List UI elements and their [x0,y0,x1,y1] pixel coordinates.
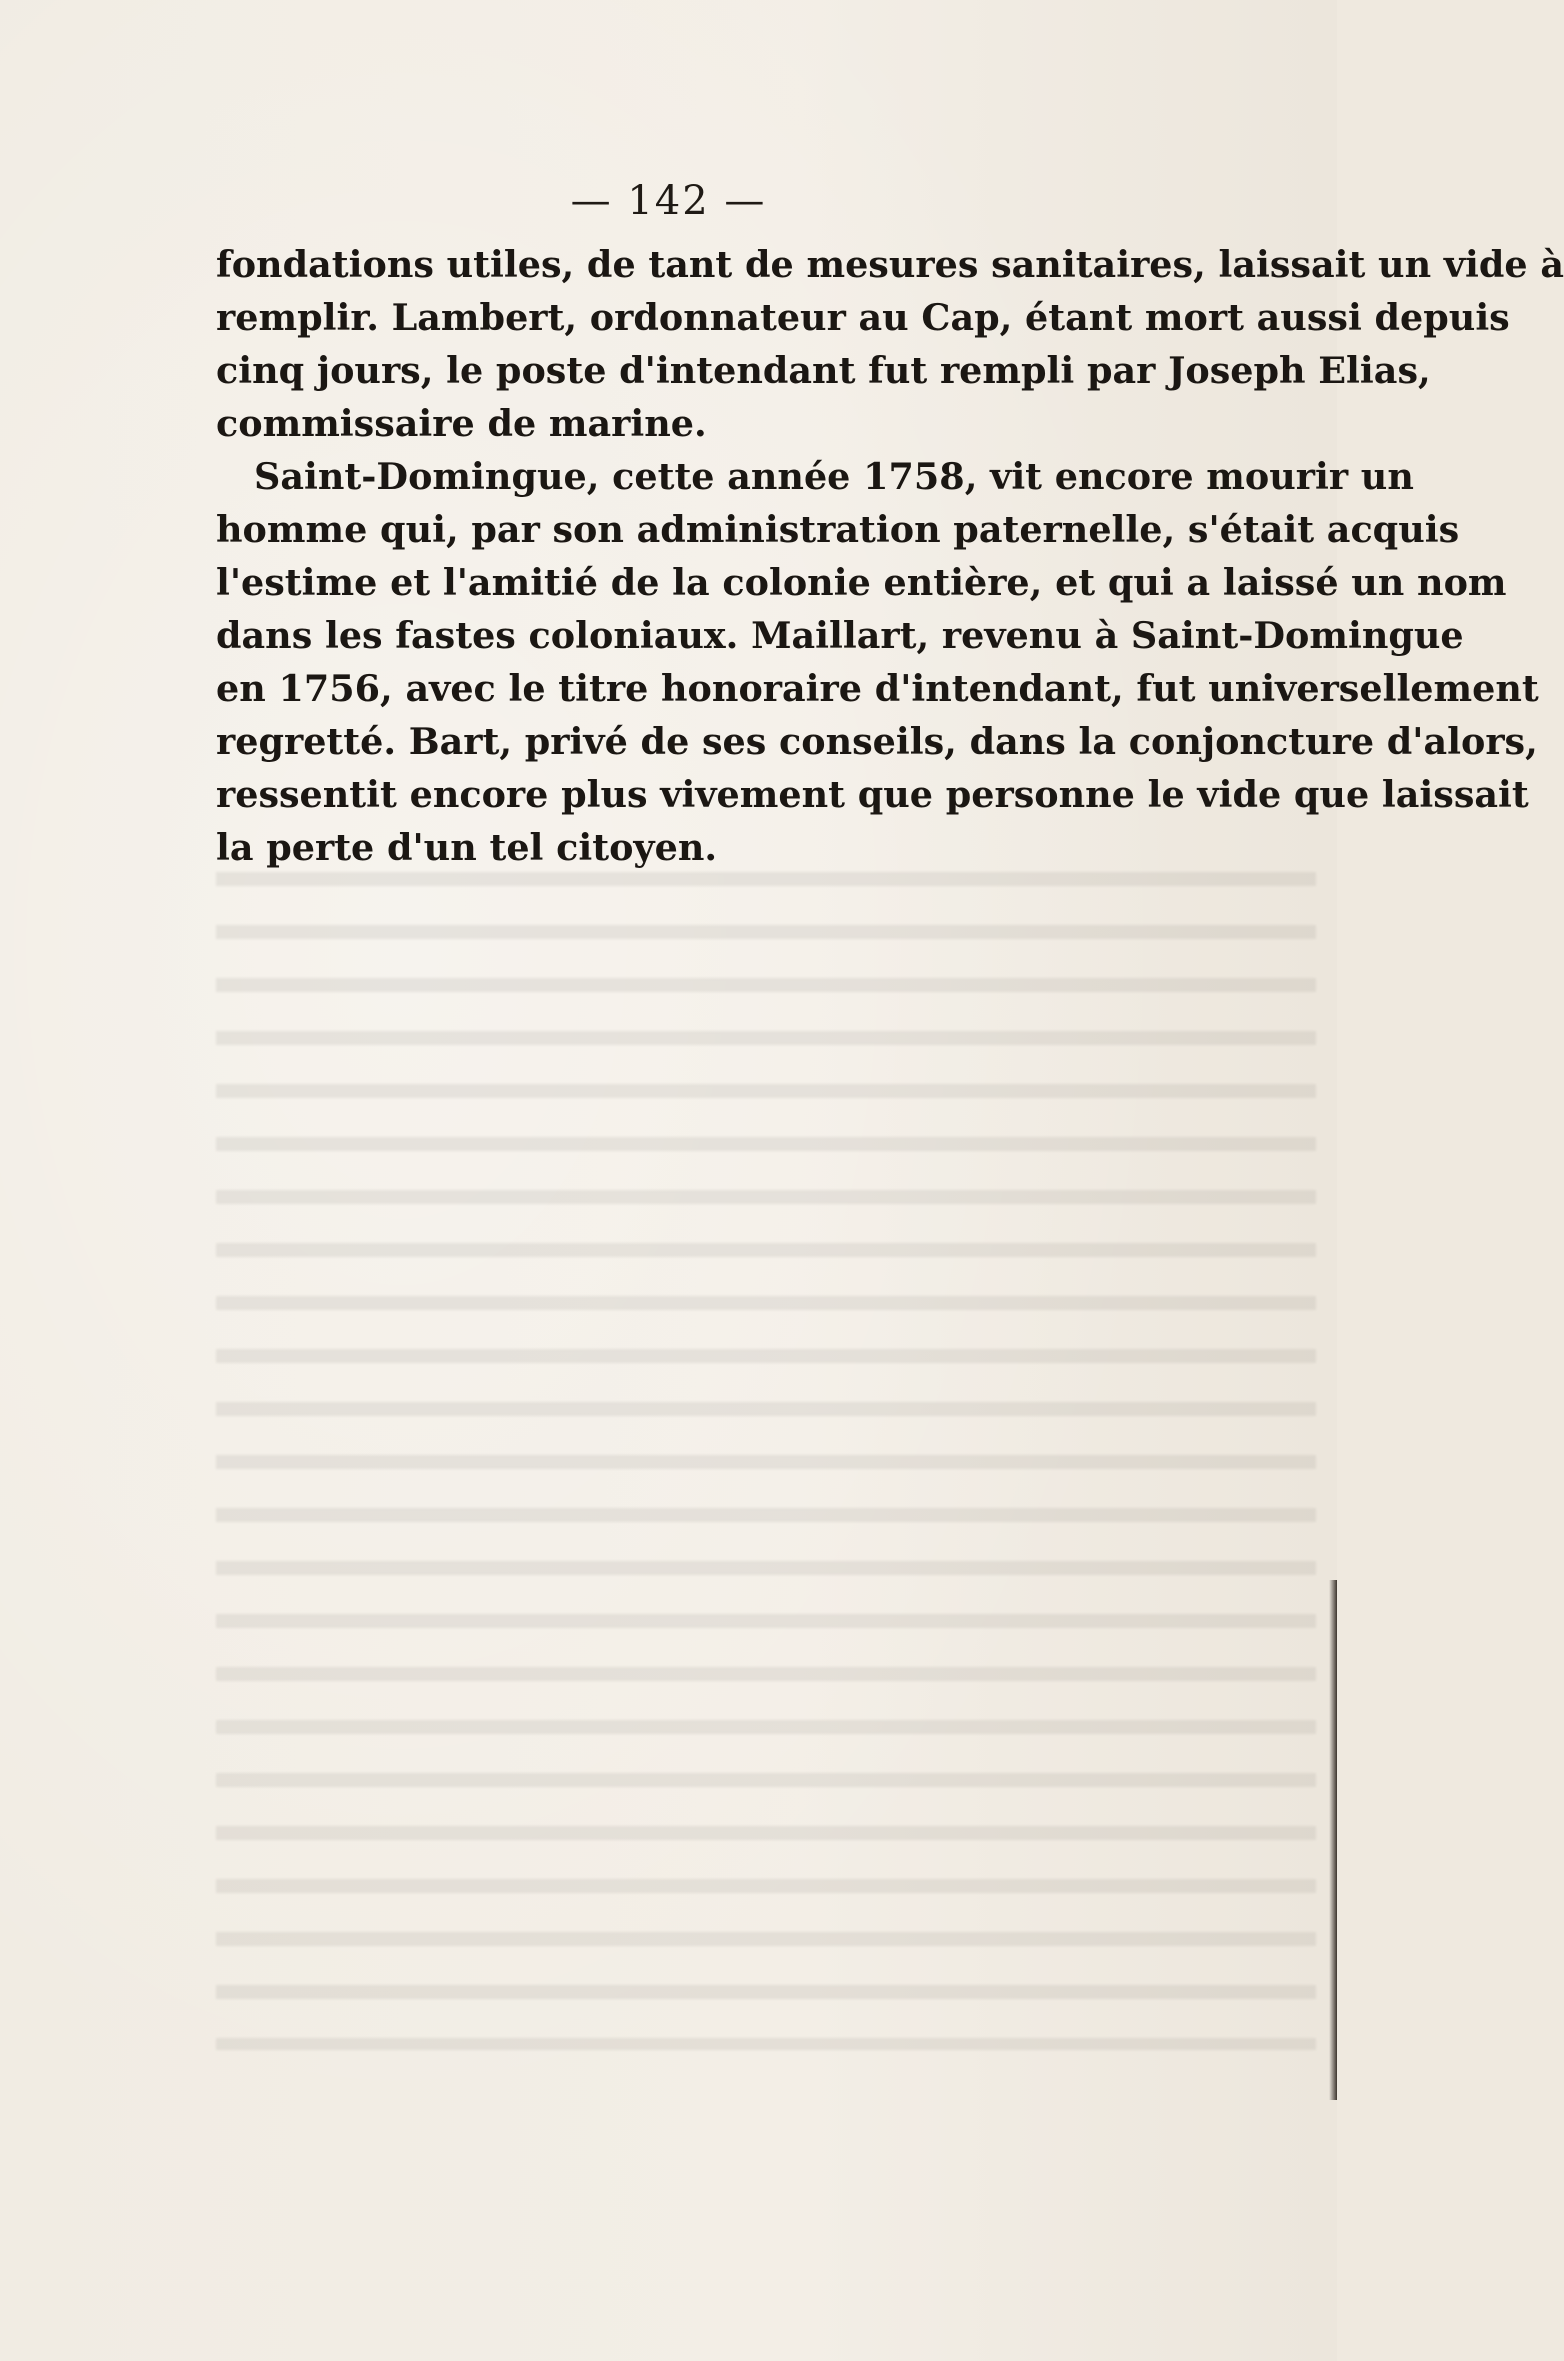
text-line: dans les fastes coloniaux. Maillart, revenu à Saint-Domingue [216,614,1464,657]
text-line: la perte d'un tel citoyen. [216,826,718,869]
text-line: fondations utiles, de tant de mesures sanitaires, laissait un vide à [216,243,1564,286]
text-line: l'estime et l'amitié de la colonie entière, et qui a laissé un nom [216,561,1507,604]
text-line: regretté. Bart, privé de ses conseils, dans la conjoncture d'alors, [216,720,1538,763]
page-edge-shadow [1329,1580,1337,2100]
text-line: homme qui, par son administration paternelle, s'était acquis [216,508,1460,551]
text-line: ressentit encore plus vivement que personne le vide que laissait [216,773,1529,816]
text-line: remplir. Lambert, ordonnateur au Cap, étant mort aussi depuis [216,296,1510,339]
page-number: — 142 — [570,178,767,224]
text-line: commissaire de marine. [216,402,707,445]
body-text [216,238,1564,874]
show-through-text [216,850,1316,2050]
text-line: cinq jours, le poste d'intendant fut rempli par Joseph Elias, [216,349,1431,392]
paragraph-first-line: Saint-Domingue, cette année 1758, vit encore mourir un [254,455,1414,498]
text-line: en 1756, avec le titre honoraire d'intendant, fut universellement [216,667,1539,710]
